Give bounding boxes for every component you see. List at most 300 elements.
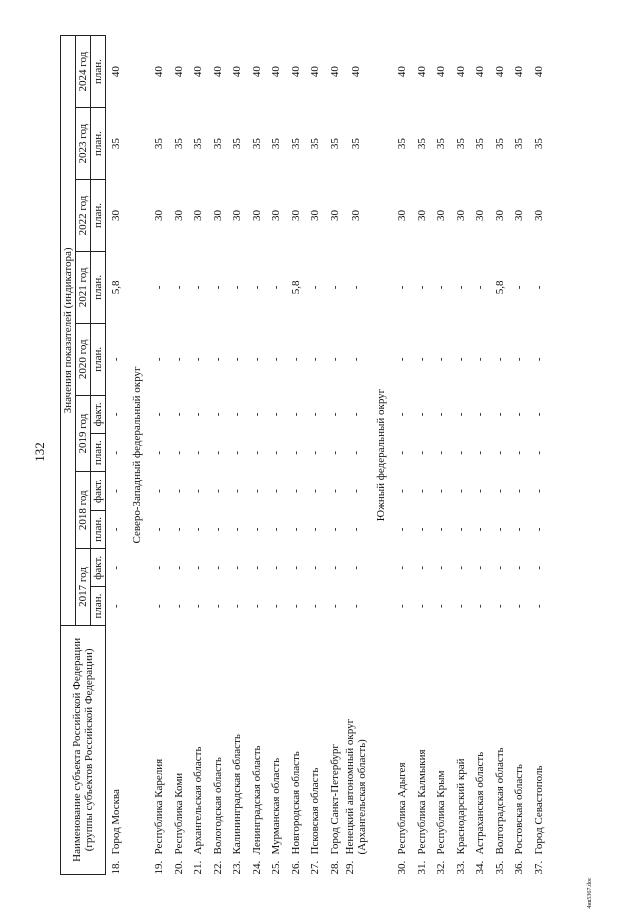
region-heading-row: [369, 36, 393, 875]
header-year-2019: 2019 год: [76, 395, 91, 472]
value-cell: -: [172, 450, 185, 455]
value-cell: 40: [231, 66, 244, 78]
value-cell: 40: [250, 66, 263, 78]
header-fact: факт.: [91, 549, 106, 587]
subject-cell: [208, 625, 228, 874]
subject-cell: [325, 625, 345, 874]
table-row: [471, 36, 491, 875]
table-row: [247, 36, 267, 875]
value-cell: 35: [454, 138, 467, 150]
value-cell: -: [415, 450, 428, 455]
value-cell: -: [109, 357, 122, 362]
value-cell: -: [435, 489, 448, 493]
value-cell: -: [415, 412, 428, 417]
header-year-2018: 2018 год: [76, 472, 91, 549]
value-cell: -: [513, 412, 526, 417]
subject-name: Республика Карелия: [153, 758, 166, 855]
subject-name: Республика Адыгея: [396, 762, 409, 855]
value-cell: 30: [474, 209, 487, 221]
value-cell: -: [270, 565, 283, 570]
header-plan: план.: [91, 180, 106, 252]
subject-cell: [286, 625, 306, 874]
value-cell: 40: [309, 66, 322, 78]
value-cell: -: [474, 357, 487, 362]
value-cell: -: [474, 604, 487, 608]
row-number: 36.: [513, 860, 526, 875]
value-cell: -: [153, 604, 166, 608]
value-cell: 30: [454, 209, 467, 221]
value-cell: -: [493, 450, 506, 455]
value-cell: -: [350, 412, 363, 417]
value-cell: -: [309, 489, 322, 493]
value-cell: -: [153, 527, 166, 532]
value-cell: 5,8: [109, 280, 122, 295]
value-cell: -: [415, 604, 428, 608]
value-cell: -: [109, 565, 122, 570]
value-cell: 35: [289, 138, 302, 150]
value-cell: 40: [493, 66, 506, 78]
value-cell: -: [532, 527, 545, 532]
row-number: 27.: [309, 860, 322, 875]
subject-name: Город Севастополь: [532, 765, 545, 855]
subject-cell: [471, 625, 491, 874]
subject-cell: [451, 625, 471, 874]
row-number: 21.: [192, 860, 205, 875]
value-cell: -: [231, 565, 244, 570]
value-cell: -: [350, 450, 363, 455]
region-heading: Северо-Западный федеральный округ: [131, 366, 144, 544]
subject-name: Астраханская область: [474, 751, 487, 855]
value-cell: -: [328, 357, 341, 362]
subject-cell: [247, 625, 267, 874]
value-cell: 35: [250, 138, 263, 150]
table-row: [266, 36, 286, 875]
table-header: [61, 36, 106, 875]
subject-cell: [393, 625, 413, 874]
row-number: 19.: [153, 860, 166, 875]
value-cell: -: [172, 285, 185, 290]
value-cell: -: [328, 565, 341, 570]
value-cell: 40: [172, 66, 185, 78]
header-plan: план.: [91, 323, 106, 395]
value-cell: -: [289, 357, 302, 362]
header-fact: факт.: [91, 472, 106, 510]
value-cell: 30: [211, 209, 224, 221]
value-cell: -: [396, 412, 409, 417]
value-cell: 35: [328, 138, 341, 150]
subject-name: Республика Коми: [172, 772, 185, 855]
value-cell: 35: [493, 138, 506, 150]
value-cell: -: [328, 450, 341, 455]
header-year-2022: 2022 год: [76, 180, 91, 252]
row-number: 28.: [328, 860, 341, 875]
value-cell: 40: [192, 66, 205, 78]
value-cell: -: [270, 412, 283, 417]
subject-name: Псковская область: [309, 767, 322, 855]
value-cell: 30: [192, 209, 205, 221]
value-cell: 30: [309, 209, 322, 221]
row-number: 24.: [250, 860, 263, 875]
value-cell: -: [192, 357, 205, 362]
value-cell: -: [211, 450, 224, 455]
value-cell: -: [192, 565, 205, 570]
value-cell: -: [192, 412, 205, 417]
value-cell: -: [192, 489, 205, 493]
subject-cell: [188, 625, 208, 874]
page-number: 132: [32, 442, 47, 462]
value-cell: -: [211, 604, 224, 608]
value-cell: -: [309, 357, 322, 362]
value-cell: -: [435, 412, 448, 417]
value-cell: -: [289, 565, 302, 570]
value-cell: -: [435, 450, 448, 455]
value-cell: -: [532, 489, 545, 493]
subject-cell: [510, 625, 530, 874]
row-number: 31.: [415, 860, 428, 875]
value-cell: 30: [231, 209, 244, 221]
value-cell: -: [109, 412, 122, 417]
value-cell: -: [513, 450, 526, 455]
value-cell: -: [350, 565, 363, 570]
table-row: [149, 36, 169, 875]
value-cell: -: [454, 604, 467, 608]
value-cell: -: [250, 489, 263, 493]
value-cell: -: [493, 604, 506, 608]
value-cell: 30: [153, 209, 166, 221]
value-cell: 5,8: [289, 280, 302, 295]
table-row: [412, 36, 432, 875]
value-cell: -: [289, 604, 302, 608]
header-year-2020: 2020 год: [76, 323, 91, 395]
value-cell: -: [309, 565, 322, 570]
region-heading-row: [125, 36, 149, 875]
value-cell: 35: [513, 138, 526, 150]
header-subject-name: Наименование субъекта Российской Федерации (группы субъектов Российской Федерации): [61, 625, 106, 874]
value-cell: -: [172, 604, 185, 608]
value-cell: 35: [270, 138, 283, 150]
value-cell: -: [328, 604, 341, 608]
value-cell: -: [532, 357, 545, 362]
header-year-2021: 2021 год: [76, 251, 91, 323]
subject-name: Ленинградская область: [250, 745, 263, 855]
subject-name: Мурманская область: [270, 757, 283, 855]
value-cell: -: [231, 450, 244, 455]
value-cell: 40: [211, 66, 224, 78]
header-plan: план.: [91, 36, 106, 108]
value-cell: -: [109, 489, 122, 493]
value-cell: -: [454, 285, 467, 290]
value-cell: 35: [350, 138, 363, 150]
row-number: 18.: [109, 860, 122, 875]
header-year-2017: 2017 год: [76, 549, 91, 626]
value-cell: -: [350, 604, 363, 608]
value-cell: -: [415, 357, 428, 362]
value-cell: 30: [328, 209, 341, 221]
value-cell: 30: [532, 209, 545, 221]
subject-cell: [169, 625, 189, 874]
value-cell: 40: [289, 66, 302, 78]
value-cell: -: [172, 412, 185, 417]
value-cell: -: [250, 565, 263, 570]
value-cell: -: [454, 412, 467, 417]
value-cell: -: [309, 285, 322, 290]
header-plan: план.: [91, 510, 106, 548]
value-cell: -: [309, 450, 322, 455]
table-row: [106, 36, 126, 875]
value-cell: -: [250, 285, 263, 290]
value-cell: 30: [289, 209, 302, 221]
subject-name: Новгородская область: [289, 751, 302, 855]
table-row: [529, 36, 549, 875]
subject-name: Город Москва: [109, 789, 122, 855]
table-row: [286, 36, 306, 875]
value-cell: -: [328, 285, 341, 290]
value-cell: -: [532, 604, 545, 608]
header-fact: факт.: [91, 395, 106, 433]
value-cell: -: [211, 357, 224, 362]
value-cell: -: [328, 527, 341, 532]
subject-name: Республика Крым: [435, 770, 448, 855]
value-cell: -: [435, 285, 448, 290]
value-cell: -: [109, 527, 122, 532]
header-values-group: Значения показателей (индикатора): [61, 36, 76, 626]
subject-cell: [106, 625, 126, 874]
footer-code: 4ив5367.doc: [587, 877, 593, 909]
value-cell: -: [454, 450, 467, 455]
value-cell: 35: [474, 138, 487, 150]
value-cell: 35: [231, 138, 244, 150]
value-cell: -: [415, 527, 428, 532]
table-row: [305, 36, 325, 875]
value-cell: -: [396, 489, 409, 493]
row-number: 30.: [396, 860, 409, 875]
value-cell: -: [270, 357, 283, 362]
value-cell: -: [513, 604, 526, 608]
table-row: [188, 36, 208, 875]
value-cell: 35: [192, 138, 205, 150]
subject-cell: [344, 625, 368, 874]
value-cell: 30: [250, 209, 263, 221]
value-cell: -: [211, 527, 224, 532]
value-cell: -: [153, 450, 166, 455]
value-cell: -: [474, 450, 487, 455]
subject-name: Город Санкт-Петербург: [328, 744, 341, 855]
value-cell: -: [454, 527, 467, 532]
value-cell: -: [415, 565, 428, 570]
value-cell: -: [250, 412, 263, 417]
value-cell: -: [396, 527, 409, 532]
value-cell: -: [474, 527, 487, 532]
value-cell: -: [211, 285, 224, 290]
row-number: 37.: [532, 860, 545, 875]
value-cell: -: [396, 604, 409, 608]
subject-cell: [490, 625, 510, 874]
value-cell: -: [396, 285, 409, 290]
row-number: 26.: [289, 860, 302, 875]
value-cell: -: [109, 450, 122, 455]
value-cell: -: [250, 357, 263, 362]
value-cell: -: [513, 489, 526, 493]
table-row: [169, 36, 189, 875]
header-plan: план.: [91, 587, 106, 625]
value-cell: 30: [396, 209, 409, 221]
value-cell: 35: [396, 138, 409, 150]
value-cell: 40: [109, 66, 122, 78]
value-cell: -: [211, 412, 224, 417]
value-cell: -: [474, 565, 487, 570]
value-cell: 30: [493, 209, 506, 221]
table-row: [208, 36, 228, 875]
value-cell: 40: [396, 66, 409, 78]
value-cell: -: [231, 412, 244, 417]
value-cell: 40: [454, 66, 467, 78]
value-cell: -: [474, 412, 487, 417]
value-cell: -: [231, 285, 244, 290]
value-cell: -: [493, 565, 506, 570]
subject-cell: [266, 625, 286, 874]
value-cell: -: [211, 489, 224, 493]
row-number: 25.: [270, 860, 283, 875]
value-cell: -: [172, 527, 185, 532]
value-cell: 35: [153, 138, 166, 150]
header-plan: план.: [91, 108, 106, 180]
header-plan: план.: [91, 434, 106, 472]
value-cell: -: [513, 285, 526, 290]
row-number: 32.: [435, 860, 448, 875]
value-cell: 40: [350, 66, 363, 78]
value-cell: -: [289, 450, 302, 455]
value-cell: -: [250, 527, 263, 532]
value-cell: -: [415, 285, 428, 290]
row-number: 20.: [172, 860, 185, 875]
value-cell: 40: [532, 66, 545, 78]
value-cell: 40: [435, 66, 448, 78]
header-year-2023: 2023 год: [76, 108, 91, 180]
value-cell: -: [532, 285, 545, 290]
subject-name: Республика Калмыкия: [415, 749, 428, 855]
table-body: [106, 36, 549, 875]
subject-cell: [412, 625, 432, 874]
value-cell: 35: [415, 138, 428, 150]
value-cell: -: [328, 412, 341, 417]
value-cell: -: [328, 489, 341, 493]
value-cell: -: [192, 527, 205, 532]
value-cell: 40: [328, 66, 341, 78]
value-cell: -: [153, 285, 166, 290]
value-cell: -: [172, 489, 185, 493]
value-cell: -: [270, 604, 283, 608]
value-cell: 30: [435, 209, 448, 221]
value-cell: -: [513, 357, 526, 362]
value-cell: 30: [350, 209, 363, 221]
value-cell: 35: [435, 138, 448, 150]
value-cell: -: [513, 527, 526, 532]
value-cell: 35: [172, 138, 185, 150]
value-cell: -: [513, 565, 526, 570]
value-cell: 5,8: [493, 280, 506, 295]
value-cell: -: [109, 604, 122, 608]
value-cell: -: [309, 412, 322, 417]
value-cell: -: [231, 357, 244, 362]
value-cell: -: [270, 450, 283, 455]
row-number: 29.: [344, 860, 357, 875]
value-cell: 35: [109, 138, 122, 150]
value-cell: 30: [415, 209, 428, 221]
value-cell: -: [474, 489, 487, 493]
subject-name: Волгоградская область: [493, 747, 506, 855]
value-cell: 30: [109, 209, 122, 221]
region-heading: Южный федеральный округ: [374, 388, 387, 522]
subject-name: Вологодская область: [211, 757, 224, 855]
table-row: [227, 36, 247, 875]
value-cell: -: [415, 489, 428, 493]
value-cell: -: [289, 489, 302, 493]
value-cell: -: [231, 604, 244, 608]
value-cell: -: [250, 450, 263, 455]
table-row: [393, 36, 413, 875]
indicator-table: [60, 35, 549, 875]
table-row: [451, 36, 471, 875]
value-cell: -: [493, 489, 506, 493]
value-cell: -: [231, 489, 244, 493]
value-cell: -: [532, 450, 545, 455]
value-cell: -: [231, 527, 244, 532]
value-cell: -: [532, 565, 545, 570]
value-cell: -: [350, 285, 363, 290]
value-cell: -: [435, 527, 448, 532]
value-cell: -: [350, 527, 363, 532]
value-cell: -: [153, 565, 166, 570]
value-cell: -: [532, 412, 545, 417]
row-number: 35.: [493, 860, 506, 875]
value-cell: -: [350, 357, 363, 362]
value-cell: -: [172, 357, 185, 362]
subject-name: Калининградская область: [231, 734, 244, 855]
row-number: 22.: [211, 860, 224, 875]
rotated-page-content: [60, 35, 580, 875]
subject-name: Ненецкий автономный округ (Архангельская область): [344, 718, 369, 855]
value-cell: -: [309, 604, 322, 608]
subject-cell: [149, 625, 169, 874]
table-row: [510, 36, 530, 875]
header-year-2024: 2024 год: [76, 36, 91, 108]
value-cell: -: [493, 527, 506, 532]
subject-name: Краснодарский край: [454, 758, 467, 855]
value-cell: 40: [153, 66, 166, 78]
value-cell: 35: [532, 138, 545, 150]
row-number: 34.: [474, 860, 487, 875]
row-number: 23.: [231, 860, 244, 875]
value-cell: -: [493, 412, 506, 417]
value-cell: -: [192, 285, 205, 290]
header-plan: план.: [91, 251, 106, 323]
subject-cell: [227, 625, 247, 874]
value-cell: -: [396, 565, 409, 570]
value-cell: -: [270, 489, 283, 493]
table-row: [344, 36, 368, 875]
value-cell: -: [435, 565, 448, 570]
value-cell: 30: [172, 209, 185, 221]
value-cell: 30: [513, 209, 526, 221]
value-cell: -: [250, 604, 263, 608]
value-cell: -: [211, 565, 224, 570]
value-cell: -: [454, 565, 467, 570]
value-cell: -: [153, 489, 166, 493]
value-cell: 35: [211, 138, 224, 150]
value-cell: -: [309, 527, 322, 532]
value-cell: -: [396, 450, 409, 455]
value-cell: -: [493, 357, 506, 362]
